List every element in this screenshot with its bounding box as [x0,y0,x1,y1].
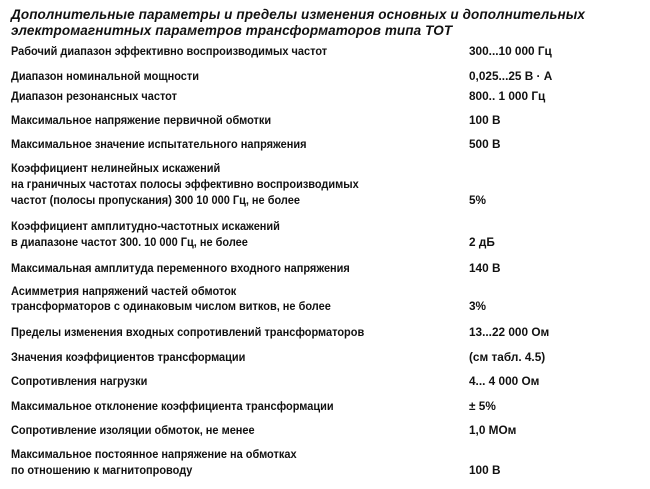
param-label: Диапазон номинальной мощности [11,69,200,83]
title-line-1: Дополнительные параметры и пределы изменения основных и дополнительных [11,7,585,22]
param-label: Рабочий диапазон эффективно воспроизводимых частот [11,44,328,58]
param-label: частот (полосы пропускания) 300 10 000 Гц, не более [11,193,300,207]
param-label: Максимальное напряжение первичной обмотки [11,113,272,127]
param-value: 800.. 1 000 Гц [469,89,546,103]
param-label: Максимальное значение испытательного напряжения [11,137,307,151]
param-label: Сопротивление изоляции обмоток, не менее [11,423,255,437]
param-value: 13...22 000 Ом [469,325,550,339]
param-label: Значения коэффициентов трансформации [11,350,246,364]
param-value: 100 В [469,463,501,477]
param-value: (см табл. 4.5) [469,350,546,364]
param-label: Максимальное отклонение коэффициента трансформации [11,399,334,413]
param-value: 3% [469,299,487,313]
param-value: 2 дБ [469,235,495,249]
param-value: 140 В [469,261,501,275]
param-label: Асимметрия напряжений частей обмоток [11,284,237,298]
param-value: 100 В [469,113,501,127]
param-label: на граничных частотах полосы эффективно воспроизводимых [11,177,359,191]
param-label: Коэффициент амплитудно-частотных искажений [11,219,280,233]
param-label: в диапазоне частот 300. 10 000 Гц, не более [11,235,248,249]
param-value: ± 5% [469,399,496,413]
param-value: 0,025...25 В · А [469,69,553,83]
param-label: трансформаторов с одинаковым числом витков, не более [11,299,331,313]
param-label: Максимальная амплитуда переменного входного напряжения [11,261,350,275]
param-label: Сопротивления нагрузки [11,374,148,388]
title-line-2: электромагнитных параметров трансформаторов типа ТОТ [11,23,453,38]
param-value: 500 В [469,137,501,151]
param-value: 1,0 МОм [469,423,517,437]
param-label: Коэффициент нелинейных искажений [11,161,221,175]
param-label: по отношению к магнитопроводу [11,463,193,477]
param-value: 5% [469,193,487,207]
param-label: Пределы изменения входных сопротивлений трансформаторов [11,325,365,339]
param-label: Диапазон резонансных частот [11,89,177,103]
param-value: 4... 4 000 Ом [469,374,540,388]
param-label: Максимальное постоянное напряжение на обмотках [11,447,297,461]
param-value: 300...10 000 Гц [469,44,552,58]
